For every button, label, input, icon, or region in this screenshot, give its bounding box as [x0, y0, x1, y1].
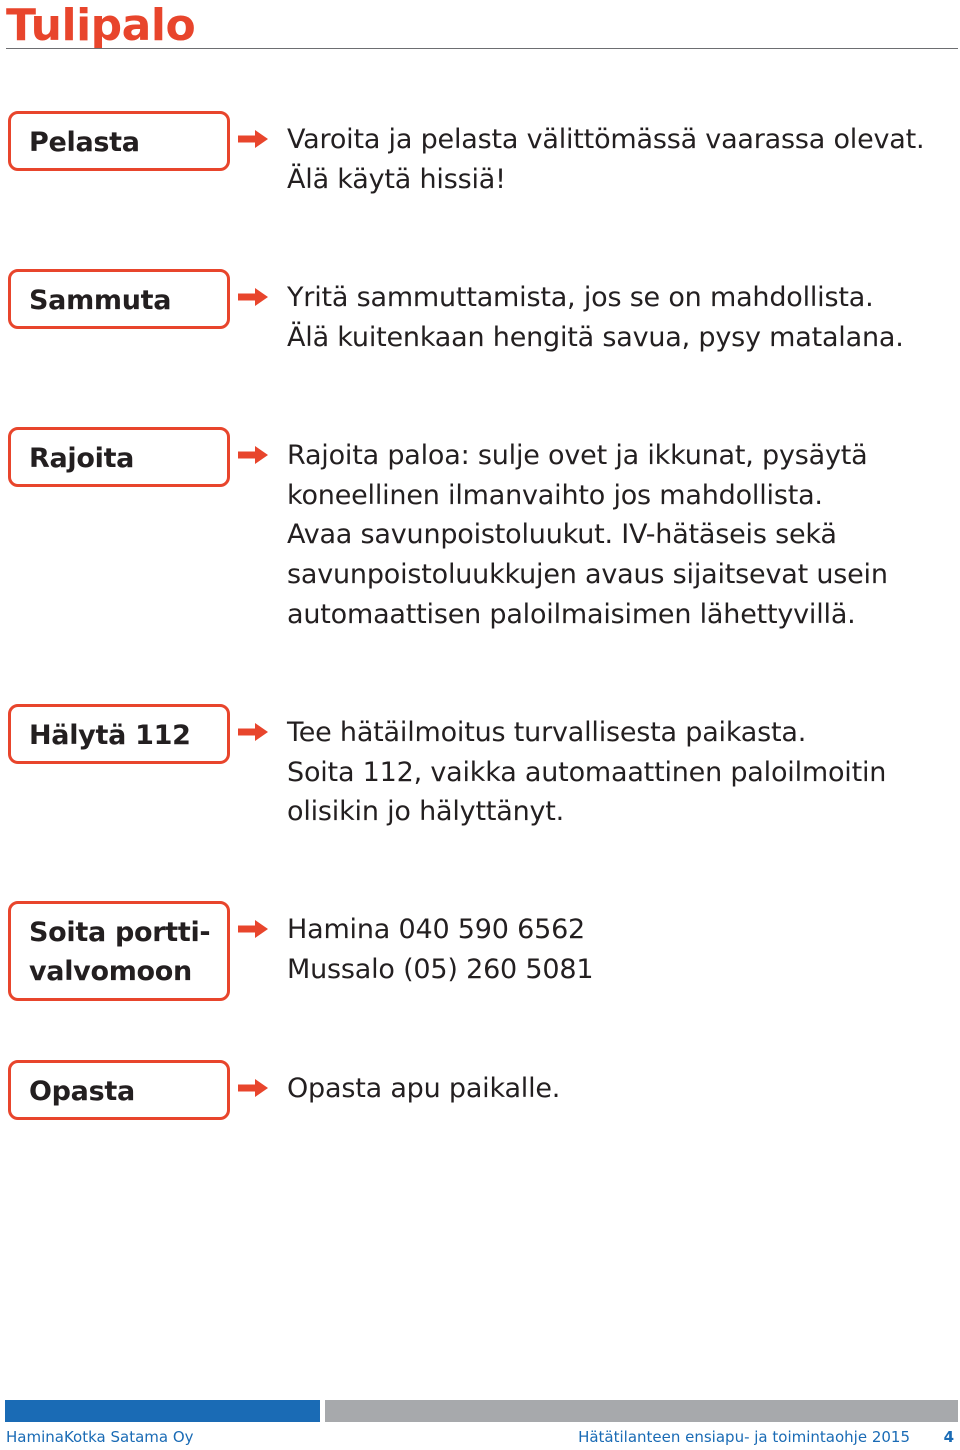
instruction-line: olisikin jo hälyttänyt. [287, 796, 565, 828]
instruction-line: savunpoistoluukkujen avaus sijaitsevat usein [287, 559, 888, 591]
arrow-right-icon [236, 1078, 270, 1098]
step-label [29, 439, 134, 478]
instruction-line: Tee hätäilmoitus turvallisesta paikasta. [287, 717, 807, 748]
instruction-line: Avaa savunpoistoluukut. IV-hätäseis sekä [287, 519, 837, 551]
page-title: Tulipalo [6, 0, 196, 51]
instruction-line: Yritä sammuttamista, jos se on mahdollista. [287, 282, 874, 313]
instruction-line: Älä käytä hissiä! [287, 163, 506, 195]
instruction-line: koneellinen ilmanvaihto jos mahdollista. [287, 479, 823, 511]
arrow-right-icon [236, 722, 270, 742]
step-label [29, 281, 171, 320]
instruction-line: Soita 112, vaikka automaattinen paloilmoitin [287, 756, 887, 788]
step-instructions [287, 436, 947, 635]
arrow-right-icon [236, 287, 270, 307]
step-label-box [8, 901, 230, 1001]
step-label-box [8, 269, 230, 329]
instruction-line: Rajoita paloa: sulje ovet ja ikkunat, pysäytä [287, 440, 868, 471]
step-label [29, 716, 191, 755]
instruction-line: automaattisen paloilmaisimen lähettyvillä. [287, 598, 856, 630]
arrow-right-icon [236, 445, 270, 465]
step-instructions [287, 910, 947, 989]
footer-bar-blue [5, 1400, 320, 1422]
step-label-line: Hälytä 112 [29, 720, 191, 751]
step-label-line: valvomoon [29, 956, 192, 987]
step-label-line: Rajoita [29, 443, 135, 474]
step-instructions [287, 278, 947, 357]
step-label-line: Soita portti- [29, 917, 211, 948]
step-label-line: Pelasta [29, 127, 140, 158]
arrow-right-icon [236, 129, 270, 149]
arrow-right-icon [236, 919, 270, 939]
instruction-line: Varoita ja pelasta välittömässä vaarassa olevat. [287, 124, 925, 155]
phone-number-line: Hamina 040 590 6562 [287, 914, 586, 945]
step-label-box [8, 1060, 230, 1120]
footer-bar-gray [325, 1400, 958, 1422]
step-label [29, 913, 210, 991]
step-label-box [8, 427, 230, 487]
step-label-box [8, 704, 230, 764]
step-label-line: Opasta [29, 1076, 135, 1107]
phone-number-line: Mussalo (05) 260 5081 [287, 953, 594, 985]
step-instructions [287, 713, 947, 832]
footer-company: HaminaKotka Satama Oy [6, 1428, 194, 1446]
footer-document-title: Hätätilanteen ensiapu- ja toimintaohje 2015 [578, 1428, 910, 1446]
instruction-line: Älä kuitenkaan hengitä savua, pysy matalana. [287, 321, 904, 353]
step-label-box [8, 111, 230, 171]
step-instructions [287, 1069, 947, 1109]
step-label [29, 123, 140, 162]
page-number: 4 [943, 1428, 954, 1446]
step-label [29, 1072, 135, 1111]
instruction-line: Opasta apu paikalle. [287, 1073, 561, 1104]
step-label-line: Sammuta [29, 285, 172, 316]
title-divider [6, 48, 958, 49]
step-instructions [287, 120, 947, 199]
